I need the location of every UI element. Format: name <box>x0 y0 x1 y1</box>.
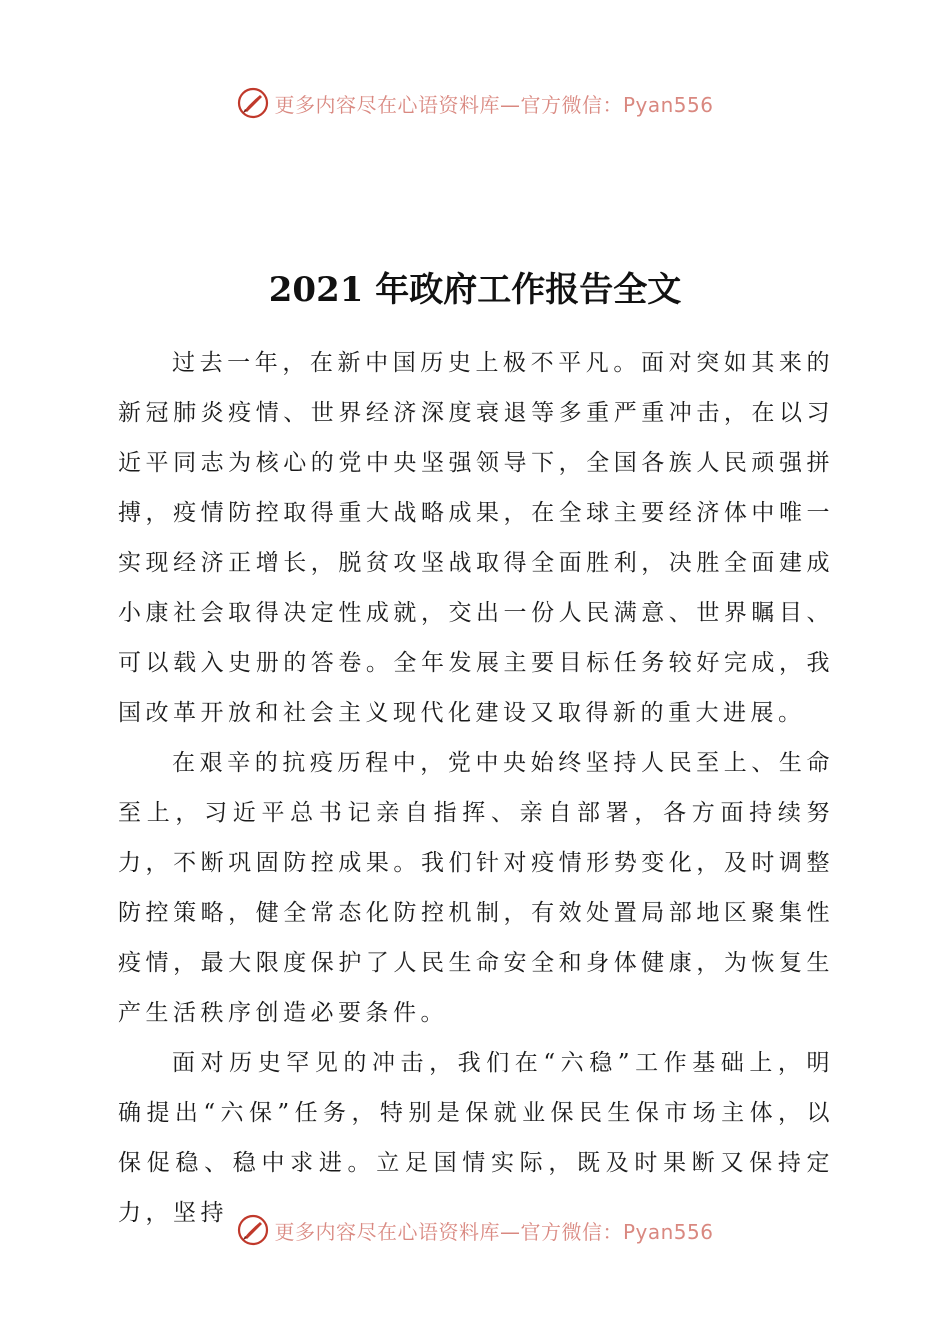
pen-logo-icon <box>236 86 270 120</box>
paragraph: 过去一年，在新中国历史上极不平凡。面对突如其来的新冠肺炎疫情、世界经济深度衰退等多重严重冲击，在以习近平同志为核心的党中央坚强领导下，全国各族人民顽强拼搏，疫情防控取得重大战略成果，在全球主要经济体中唯一实现经济正增长，脱贫攻坚战取得全面胜利，决胜全面建成小康社会取得决定性成就，交出一份人民满意、世界瞩目、可以载入史册的答卷。全年发展主要目标任务较好完成，我国改革开放和社会主义现代化建设又取得新的重大进展。 <box>118 350 834 726</box>
paragraph: 在艰辛的抗疫历程中，党中央始终坚持人民至上、生命至上，习近平总书记亲自指挥、亲自部署，各方面持续努力，不断巩固防控成果。我们针对疫情形势变化，及时调整防控策略，健全常态化防控机制，有效处置局部地区聚集性疫情，最大限度保护了人民生命安全和身体健康，为恢复生产生活秩序创造必要条件。 <box>118 750 834 1026</box>
paragraph: 面对历史罕见的冲击，我们在“六稳”工作基础上，明确提出“六保”任务，特别是保就业保民生保市场主体，以保促稳、稳中求进。立足国情实际，既及时果断又保持定力，坚持 <box>118 1050 834 1226</box>
footer-banner-text: 更多内容尽在心语资料库—官方微信：Pyan556 <box>274 1219 714 1244</box>
document-body <box>118 338 834 1238</box>
header-banner-text: 更多内容尽在心语资料库—官方微信：Pyan556 <box>274 92 714 117</box>
footer-banner <box>0 1210 950 1250</box>
header-banner <box>0 83 950 123</box>
document-title: 2021 年政府工作报告全文 <box>268 270 682 310</box>
pen-logo-icon <box>236 1213 270 1247</box>
